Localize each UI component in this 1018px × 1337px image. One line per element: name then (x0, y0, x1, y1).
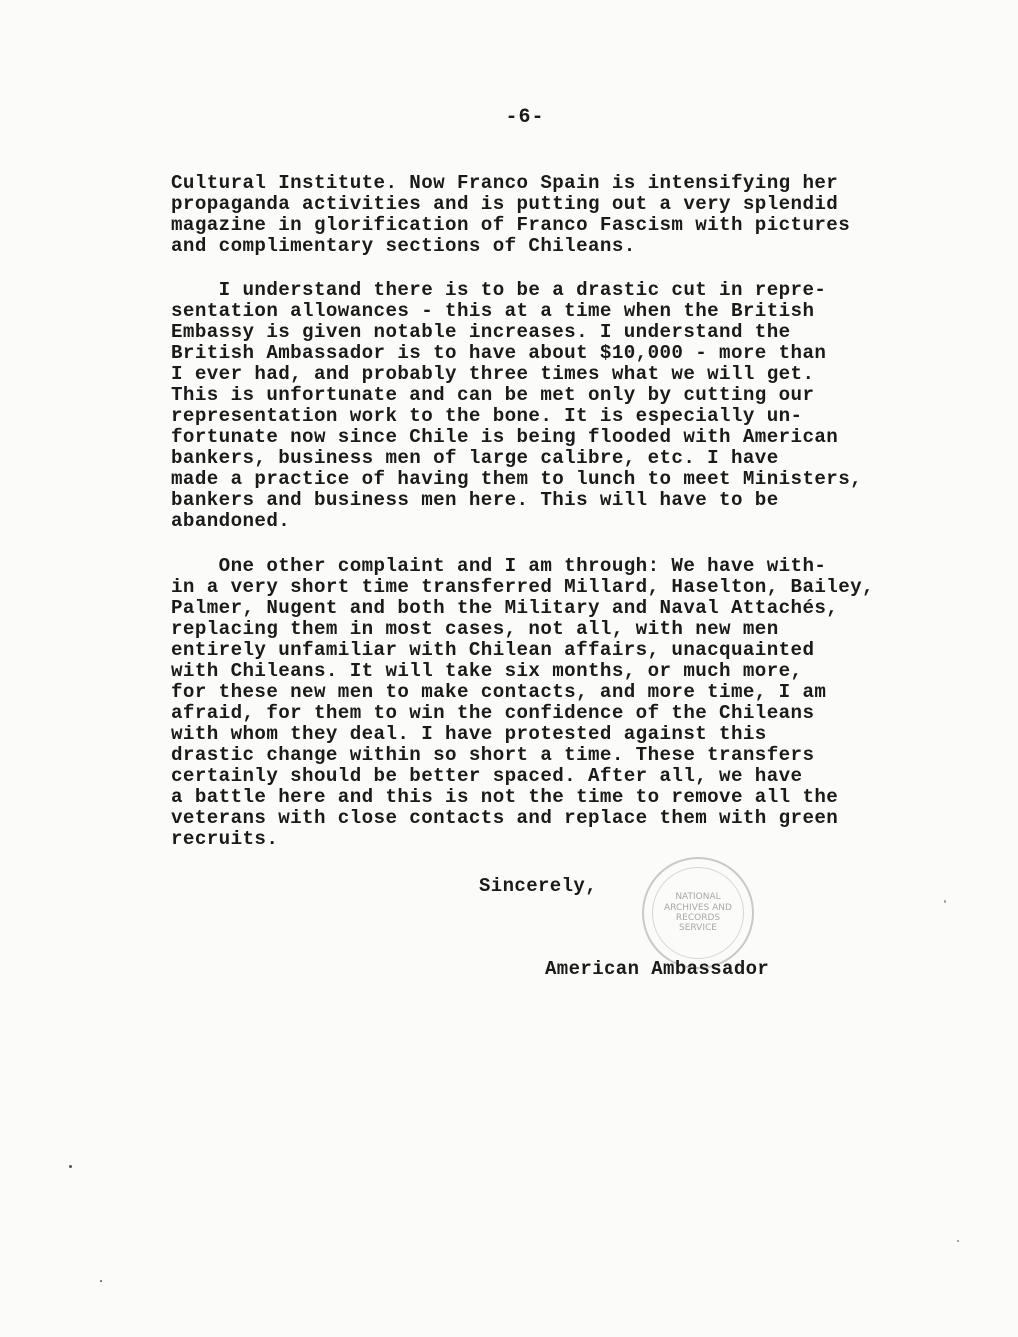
text-line: made a practice of having them to lunch to meet Ministers, (171, 468, 863, 490)
archives-stamp (642, 857, 754, 969)
paper-speck (944, 900, 946, 903)
text-line: with Chileans. It will take six months, or much more, (171, 660, 803, 682)
text-line: recruits. (171, 828, 279, 850)
text-line: This is unfortunate and can be met only by cutting our (171, 384, 815, 406)
text-line: drastic change within so short a time. These transfers (171, 744, 815, 766)
text-line: fortunate now since Chile is being flooded with American (171, 426, 839, 448)
text-line: Palmer, Nugent and both the Military and Naval Attachés, (171, 597, 839, 619)
text-line: Embassy is given notable increases. I understand the (171, 321, 791, 343)
text-line: veterans with close contacts and replace them with green (171, 807, 839, 829)
text-line: Cultural Institute. Now Franco Spain is intensifying her (171, 172, 839, 194)
closing-salutation: Sincerely, (479, 875, 598, 897)
text-line: for these new men to make contacts, and more time, I am (171, 681, 827, 703)
paper-speck (957, 1240, 959, 1242)
text-line: sentation allowances - this at a time when the British (171, 300, 815, 322)
paper-speck (69, 1165, 72, 1168)
text-line: British Ambassador is to have about $10,000 - more than (171, 342, 827, 364)
signature-title: American Ambassador (545, 958, 770, 980)
text-line: and complimentary sections of Chileans. (171, 235, 636, 257)
text-line: magazine in glorification of Franco Fascism with pictures (171, 214, 851, 236)
stamp-ring (652, 867, 744, 959)
text-line: with whom they deal. I have protested against this (171, 723, 767, 745)
text-line: entirely unfamiliar with Chilean affairs, unacquainted (171, 639, 815, 661)
stamp-line: SERVICE (679, 923, 717, 934)
text-line: I ever had, and probably three times what we will get. (171, 363, 815, 385)
stamp-line: NATIONAL (675, 892, 721, 903)
text-line: a battle here and this is not the time to remove all the (171, 786, 839, 808)
page-number: -6- (505, 106, 545, 129)
text-line: abandoned. (171, 510, 291, 532)
stamp-line: RECORDS (675, 913, 721, 923)
paper-speck (100, 1280, 102, 1282)
stamp-line: ARCHIVES AND (664, 902, 732, 913)
text-line: bankers and business men here. This will have to be (171, 489, 779, 511)
text-line: representation work to the bone. It is especially un- (171, 405, 803, 427)
text-line: I understand there is to be a drastic cut in repre- (171, 279, 827, 301)
text-line: bankers, business men of large calibre, etc. I have (171, 447, 779, 469)
text-line: replacing them in most cases, not all, with new men (171, 618, 779, 640)
text-line: certainly should be better spaced. After all, we have (171, 765, 803, 787)
text-line: propaganda activities and is putting out a very splendid (171, 193, 839, 215)
text-line: in a very short time transferred Millard, Haselton, Bailey, (171, 576, 874, 598)
text-line: One other complaint and I am through: We have with- (171, 555, 827, 577)
text-line: afraid, for them to win the confidence of the Chileans (171, 702, 815, 724)
